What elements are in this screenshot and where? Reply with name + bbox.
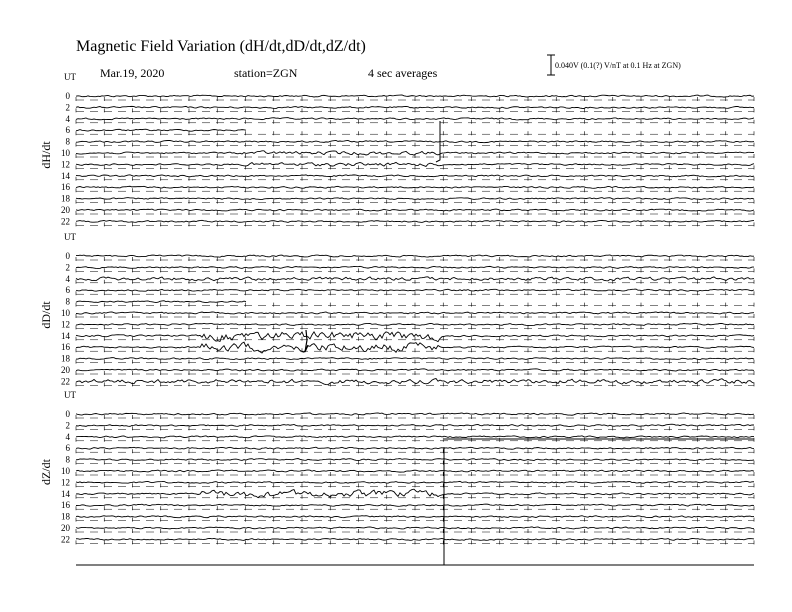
station-label: station=ZGN: [234, 66, 298, 80]
trace-line: [76, 527, 754, 529]
panel-dH-dt: [39, 72, 754, 226]
row-label: 10: [61, 148, 70, 158]
panel-ylabel: dZ/dt: [39, 459, 53, 485]
row-label: 2: [65, 102, 70, 113]
trace-line: [76, 413, 754, 415]
trace-line: [76, 220, 754, 222]
trace-line: [76, 198, 754, 200]
row-label: 16: [61, 342, 70, 353]
trace-line: [76, 358, 754, 360]
trace-line: [76, 481, 754, 483]
row-label: 16: [61, 182, 70, 193]
trace-line: [76, 151, 754, 155]
panel-ylabel: dH/dt: [39, 141, 53, 169]
trace-line: [76, 447, 754, 449]
row-label: 22: [61, 376, 70, 387]
row-label: 4: [65, 113, 70, 124]
trace-line: [76, 289, 754, 291]
row-label: 20: [61, 523, 70, 533]
row-label: 22: [61, 534, 70, 545]
row-label: 8: [65, 136, 70, 147]
row-label: 18: [61, 353, 70, 364]
trace-line: [76, 140, 754, 142]
scale-bar-label: 0.040V (0.1(?) V/nT at 0.1 Hz at ZGN): [555, 61, 681, 70]
row-label: 14: [61, 170, 70, 181]
row-label: 20: [61, 205, 70, 215]
row-label: 0: [65, 91, 70, 101]
row-label: 8: [65, 454, 70, 465]
trace-line: [76, 323, 754, 325]
trace-line: [76, 424, 754, 426]
trace-line: [76, 175, 754, 177]
panel-ylabel: dD/dt: [39, 301, 53, 329]
trace-line: [76, 504, 754, 506]
trace-line: [76, 301, 246, 303]
panel-dZ-dt: [39, 390, 754, 544]
row-label: 14: [61, 488, 70, 499]
trace-line: [76, 118, 754, 120]
row-label: 0: [65, 251, 70, 261]
time-axis-label: UT: [64, 72, 76, 82]
row-label: 22: [61, 216, 70, 227]
panels: [39, 72, 754, 565]
row-label: 6: [65, 285, 70, 296]
time-axis-label: UT: [64, 232, 76, 242]
row-label: 2: [65, 262, 70, 273]
date-label: Mar.19, 2020: [100, 66, 165, 80]
row-label: 4: [65, 431, 70, 442]
trace-line: [76, 95, 754, 97]
trace-line: [76, 312, 754, 314]
row-label: 18: [61, 511, 70, 522]
row-label: 20: [61, 365, 70, 375]
trace-line: [76, 436, 754, 438]
panel-dD-dt: [39, 232, 754, 386]
row-label: 12: [61, 159, 70, 170]
row-label: 16: [61, 500, 70, 511]
row-label: 12: [61, 319, 70, 330]
row-label: 6: [65, 125, 70, 136]
row-label: 2: [65, 420, 70, 431]
trace-line: [76, 369, 754, 371]
trace-line: [76, 266, 754, 268]
trace-line: [76, 129, 246, 131]
time-axis-label: UT: [64, 390, 76, 400]
row-label: 10: [61, 466, 70, 476]
trace-line: [76, 470, 754, 472]
trace-line: [76, 538, 754, 540]
row-label: 14: [61, 330, 70, 341]
trace-line: [76, 516, 754, 518]
trace-line: [76, 209, 754, 211]
scale-bar: [547, 55, 555, 75]
averaging-label: 4 sec averages: [368, 66, 438, 80]
chart-title: Magnetic Field Variation (dH/dt,dD/dt,dZ/dt): [76, 38, 366, 55]
trace-line: [76, 186, 754, 188]
row-label: 10: [61, 308, 70, 318]
row-label: 18: [61, 193, 70, 204]
spike-feature: [305, 330, 308, 352]
row-label: 0: [65, 409, 70, 419]
trace-line: [76, 106, 754, 108]
row-label: 4: [65, 273, 70, 284]
row-label: 6: [65, 443, 70, 454]
row-label: 12: [61, 477, 70, 488]
row-label: 8: [65, 296, 70, 307]
trace-line: [76, 255, 754, 257]
trace-line: [76, 459, 754, 461]
